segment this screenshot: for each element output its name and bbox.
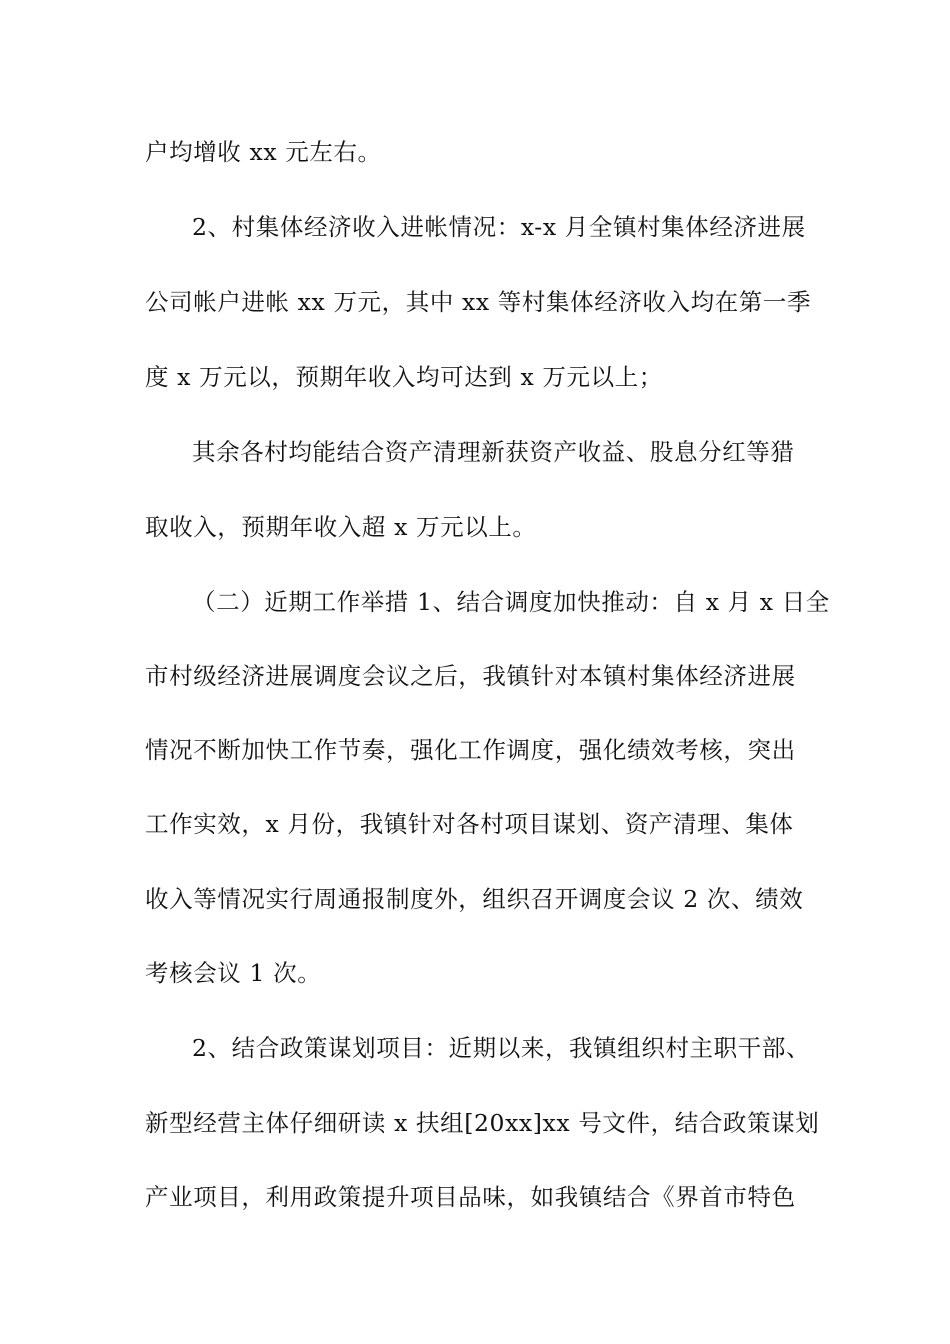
text-line: 考核会议 1 次。 — [145, 959, 322, 987]
paragraph-start-line: 2、村集体经济收入进帐情况：x-x 月全镇村集体经济进展 — [192, 213, 806, 241]
text-line: 市村级经济进展调度会议之后，我镇针对本镇村集体经济进展 — [145, 662, 796, 690]
text-line: 新型经营主体仔细研读 x 扶组[20xx]xx 号文件，结合政策谋划 — [145, 1109, 820, 1137]
text-line: 工作实效，x 月份，我镇针对各村项目谋划、资产清理、集体 — [145, 810, 794, 838]
text-line: 度 x 万元以，预期年收入均可达到 x 万元以上； — [145, 363, 663, 391]
text-line: 公司帐户进帐 xx 万元，其中 xx 等村集体经济收入均在第一季 — [145, 288, 812, 316]
paragraph-start-line: 2、结合政策谋划项目：近期以来，我镇组织村主职干部、 — [192, 1034, 811, 1062]
paragraph-start-line: 其余各村均能结合资产清理新获资产收益、股息分红等猎 — [192, 438, 795, 466]
text-line: 户均增收 xx 元左右。 — [145, 138, 382, 166]
text-line: 取收入，预期年收入超 x 万元以上。 — [145, 513, 537, 541]
text-line: 收入等情况实行周通报制度外，组织召开调度会议 2 次、绩效 — [145, 885, 804, 913]
text-line: 产业项目，利用政策提升项目品味，如我镇结合《界首市特色 — [145, 1183, 796, 1211]
paragraph-start-line: （二）近期工作举措 1、结合调度加快推动：自 x 月 x 日全 — [192, 588, 830, 616]
text-line: 情况不断加快工作节奏，强化工作调度，强化绩效考核，突出 — [145, 736, 796, 764]
